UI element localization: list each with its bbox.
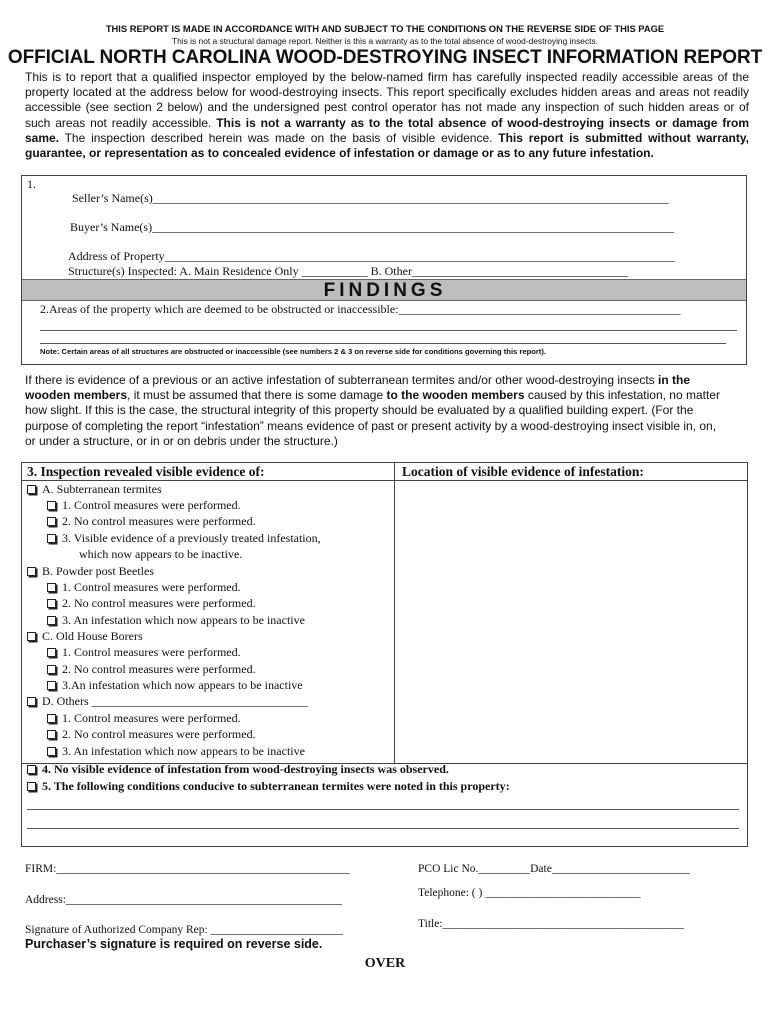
checkbox-borers-inactive[interactable] <box>47 681 56 690</box>
checkbox-others-control-performed[interactable] <box>47 714 56 723</box>
old-house-borers-item <box>27 629 143 644</box>
checkbox-subterranean-termites[interactable] <box>27 485 36 494</box>
beetles-control-performed-item <box>47 580 241 595</box>
findings-title: FINDINGS <box>323 280 447 301</box>
para-text-c: , it must be assumed that there is some damage <box>127 388 387 403</box>
label-borers-inactive: 3.An infestation which now appears to be inactive <box>62 678 303 692</box>
beetles-inactive-item <box>47 613 305 628</box>
checkbox-beetles-inactive[interactable] <box>47 616 56 625</box>
header-disclaimer: This is not a structural damage report. Neither is this a warranty as to the total absence of wood-destroying insects. <box>172 36 598 46</box>
intro-text-4: This report is submitted without warranty, guarantee, or representation as to concealed evidence of infestation or damage or as to any future infestation. <box>25 130 749 161</box>
label-borers-no-control: 2. No control measures were performed. <box>62 662 256 676</box>
label-others-no-control: 2. No control measures were performed. <box>62 727 256 741</box>
checkbox-others[interactable] <box>27 697 36 706</box>
label-old-house-borers: C. Old House Borers <box>42 629 143 643</box>
label-beetles-no-control: 2. No control measures were performed. <box>62 596 256 610</box>
label-termites-no-control: 2. No control measures were performed. <box>62 514 256 528</box>
conditions-line-1[interactable] <box>27 809 739 810</box>
para-text-d: to the wooden members <box>386 388 525 403</box>
termites-previously-treated-item <box>47 531 321 546</box>
conducive-conditions-item <box>27 779 510 794</box>
intro-text-1: This is to report that a qualified inspector employed by the below-named firm has carefully inspected readily accessible areas of the property located at the address below for wood-destroying insects. This report specifically excludes hidden areas and areas not readily accessible (see section 2 below) and the undersigned pest control operator has not made any inspection of such hidden areas or of such areas not readily accessible. <box>25 70 749 130</box>
borers-inactive-item <box>47 678 303 693</box>
purchaser-signature-note: Purchaser’s signature is required on reverse side. <box>25 937 323 951</box>
checkbox-termites-no-control[interactable] <box>47 517 56 526</box>
over-label: OVER <box>364 956 406 971</box>
page-title: OFFICIAL NORTH CAROLINA WOOD-DESTROYING INSECT INFORMATION REPORT <box>7 47 763 68</box>
checkbox-borers-control-performed[interactable] <box>47 648 56 657</box>
label-borers-control-performed: 1. Control measures were performed. <box>62 645 241 659</box>
others-no-control-item <box>47 727 256 742</box>
borers-no-control-item <box>47 662 256 677</box>
intro-paragraph <box>25 70 749 161</box>
borers-control-performed-item <box>47 645 241 660</box>
para-text-e: caused by this infestation, no matter how slight. If this is the case, the structural integrity of this property should be evaluated by a qualified building expert. (For the purpose of completing the report “infestation” means evidence of past or present activity by a wood-destroying insect visible in, on, or under a structure, or in or on debris under the structure.) <box>25 388 720 448</box>
powder-post-beetles-item <box>27 564 154 579</box>
label-beetles-inactive: 3. An infestation which now appears to be inactive <box>62 613 305 627</box>
label-no-evidence: 4. No visible evidence of infestation from wood-destroying insects was observed. <box>42 762 449 776</box>
buyer-name-field[interactable]: Buyer’s Name(s)_______________________________________________________________________________________ <box>70 220 675 234</box>
checkbox-beetles-control-performed[interactable] <box>47 583 56 592</box>
intro-text-2: This is not a warranty as to the total absence of wood-destroying insects or damage from same. <box>25 115 749 145</box>
checkbox-others-no-control[interactable] <box>47 730 56 739</box>
location-input-area[interactable] <box>395 481 747 763</box>
others-inactive-item <box>47 744 305 759</box>
label-termites-previously-treated: 3. Visible evidence of a previously treated infestation, <box>62 531 321 545</box>
label-others-control-performed: 1. Control measures were performed. <box>62 711 241 725</box>
title-field[interactable]: Title:__________________________________________ <box>418 918 685 930</box>
termites-no-control-item <box>47 514 256 529</box>
structures-inspected-field[interactable]: Structure(s) Inspected: A. Main Residence Only ___________ B. Other____________________________________ <box>68 264 628 278</box>
subterranean-termites-item <box>27 482 162 497</box>
obstructed-line-1[interactable] <box>40 330 737 331</box>
termites-control-performed-item <box>47 498 241 513</box>
label-others: D. Others ____________________________________ <box>42 694 308 708</box>
label-powder-post-beetles: B. Powder post Beetles <box>42 564 154 578</box>
telephone-field[interactable]: Telephone: ( ) ___________________________ <box>418 887 641 899</box>
pco-license-date-field[interactable]: PCO Lic No._________Date________________________ <box>418 863 690 875</box>
checkbox-termites-previously-treated[interactable] <box>47 534 56 543</box>
label-subterranean-termites: A. Subterranean termites <box>42 482 162 496</box>
para-text-b: in the wooden members <box>25 373 691 403</box>
label-termites-control-performed: 1. Control measures were performed. <box>62 498 241 512</box>
termites-previously-treated-cont: which now appears to be inactive. <box>79 547 243 561</box>
checkbox-termites-control-performed[interactable] <box>47 501 56 510</box>
checkbox-conducive-conditions[interactable] <box>27 782 36 791</box>
label-conducive-conditions: 5. The following conditions conducive to subterranean termites were noted in this property: <box>42 779 510 793</box>
seller-name-field[interactable]: Seller’s Name(s)______________________________________________________________________________________ <box>72 191 669 205</box>
obstruction-note: Note: Certain areas of all structures are obstructed or inaccessible (see numbers 2 & 3 on reverse side for conditions governing this report). <box>40 347 546 356</box>
section1-number: 1. <box>27 177 36 191</box>
checkbox-others-inactive[interactable] <box>47 747 56 756</box>
firm-field[interactable]: FIRM:___________________________________________________ <box>25 863 350 875</box>
obstructed-line-2[interactable] <box>40 343 726 344</box>
para-text-a: If there is evidence of a previous or an active infestation of subterranean termites and/or other wood-destroying insects <box>25 373 659 387</box>
checkbox-old-house-borers[interactable] <box>27 632 36 641</box>
label-others-inactive: 3. An infestation which now appears to be inactive <box>62 744 305 758</box>
checkbox-beetles-no-control[interactable] <box>47 599 56 608</box>
intro-text-3: The inspection described herein was made on the basis of visible evidence. <box>59 130 499 145</box>
checkbox-borers-no-control[interactable] <box>47 665 56 674</box>
company-rep-signature-field[interactable]: Signature of Authorized Company Rep: _______________________ <box>25 924 343 936</box>
header-notice: THIS REPORT IS MADE IN ACCORDANCE WITH AND SUBJECT TO THE CONDITIONS ON THE REVERSE SIDE OF THIS PAGE <box>105 23 665 34</box>
no-evidence-item <box>27 762 449 777</box>
section2-obstructed-areas[interactable]: 2.Areas of the property which are deemed to be obstructed or inaccessible:_______________________________________________ <box>40 302 681 316</box>
others-item <box>27 694 308 709</box>
location-heading: Location of visible evidence of infestation: <box>402 464 644 479</box>
address-field[interactable]: Address:________________________________________________ <box>25 894 342 906</box>
property-address-field[interactable]: Address of Property_____________________________________________________________________________________ <box>68 249 675 263</box>
conditions-line-2[interactable] <box>27 828 739 829</box>
checkbox-no-evidence[interactable] <box>27 765 36 774</box>
beetles-no-control-item <box>47 596 256 611</box>
others-control-performed-item <box>47 711 241 726</box>
checkbox-powder-post-beetles[interactable] <box>27 567 36 576</box>
label-beetles-control-performed: 1. Control measures were performed. <box>62 580 241 594</box>
section3-heading: 3. Inspection revealed visible evidence of: <box>27 464 265 479</box>
infestation-paragraph <box>25 373 725 449</box>
